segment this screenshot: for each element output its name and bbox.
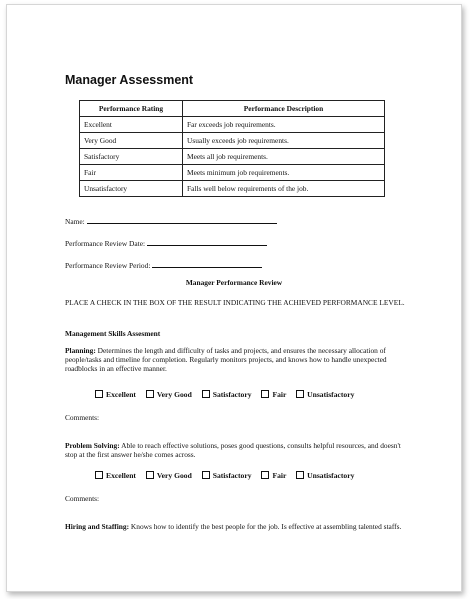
table-row [80,117,385,133]
problem-solving-label: Problem Solving: [65,441,120,450]
table-row [80,181,385,197]
description-cell: Meets minimum job requirements. [183,165,385,181]
problem-solving-rating-checkboxes [95,471,354,480]
checkbox-fair[interactable] [261,471,269,479]
rating-cell: Fair [80,165,183,181]
review-period-input-line[interactable] [152,259,262,268]
option-label: Very Good [156,471,192,480]
option-label: Fair [272,390,287,399]
rating-cell: Unsatisfactory [80,181,183,197]
page-title: Manager Assessment [65,73,194,87]
description-cell: Falls well below requirements of the job. [183,181,385,197]
checkbox-very-good[interactable] [146,471,154,479]
rating-cell: Excellent [80,117,183,133]
problem-solving-paragraph [65,441,405,459]
option-label: Satisfactory [212,471,252,480]
name-field[interactable] [65,215,277,226]
section-heading: Management Skills Assesment [65,329,161,338]
checkbox-satisfactory[interactable] [202,471,210,479]
column-header-description: Performance Description [183,101,385,117]
checkbox-unsatisfactory[interactable] [296,390,304,398]
option-label: Excellent [106,390,136,399]
option-label: Very Good [156,390,192,399]
checkbox-unsatisfactory[interactable] [296,471,304,479]
checkbox-excellent[interactable] [95,471,103,479]
rating-cell: Satisfactory [80,149,183,165]
description-cell: Usually exceeds job requirements. [183,133,385,149]
name-label: Name: [65,217,85,226]
table-row [80,149,385,165]
document-page [6,4,462,592]
instruction-text: PLACE A CHECK IN THE BOX OF THE RESULT INDICATING THE ACHIEVED PERFORMANCE LEVEL. [65,298,405,307]
table-header-row [80,101,385,117]
review-period-field[interactable] [65,259,262,270]
checkbox-very-good[interactable] [146,390,154,398]
planning-text: Determines the length and difficulty of tasks and projects, and ensures the necessary allocation of people/tasks and timeline for completion. Regularly monitors projects, and knows how to handle unexpected roadblocks in an effective manner. [65,346,387,373]
option-label: Excellent [106,471,136,480]
table-row [80,133,385,149]
option-label: Unsatisfactory [307,390,355,399]
planning-comments[interactable]: Comments: [65,413,100,422]
hiring-text: Knows how to identify the best people for the job. Is effective at assembling talented staffs. [129,522,402,531]
planning-label: Planning: [65,346,96,355]
review-date-label: Performance Review Date: [65,239,146,248]
option-label: Fair [272,471,287,480]
review-heading: Manager Performance Review [185,278,283,287]
hiring-label: Hiring and Staffing: [65,522,130,531]
checkbox-excellent[interactable] [95,390,103,398]
problem-solving-comments[interactable]: Comments: [65,494,100,503]
option-label: Satisfactory [212,390,252,399]
planning-rating-checkboxes [95,390,354,399]
description-cell: Far exceeds job requirements. [183,117,385,133]
problem-solving-text: Able to reach effective solutions, poses good questions, consults helpful resources, and doesn't stop at the first answer he/she comes across. [65,441,401,459]
hiring-paragraph [65,522,405,531]
review-date-input-line[interactable] [147,237,267,246]
description-cell: Meets all job requirements. [183,149,385,165]
checkbox-fair[interactable] [261,390,269,398]
review-period-label: Performance Review Period: [65,261,151,270]
checkbox-satisfactory[interactable] [202,390,210,398]
review-date-field[interactable] [65,237,267,248]
option-label: Unsatisfactory [307,471,355,480]
planning-paragraph [65,346,405,373]
name-input-line[interactable] [87,215,277,224]
table-row [80,165,385,181]
rating-cell: Very Good [80,133,183,149]
rating-table [79,100,385,197]
column-header-rating: Performance Rating [80,101,183,117]
